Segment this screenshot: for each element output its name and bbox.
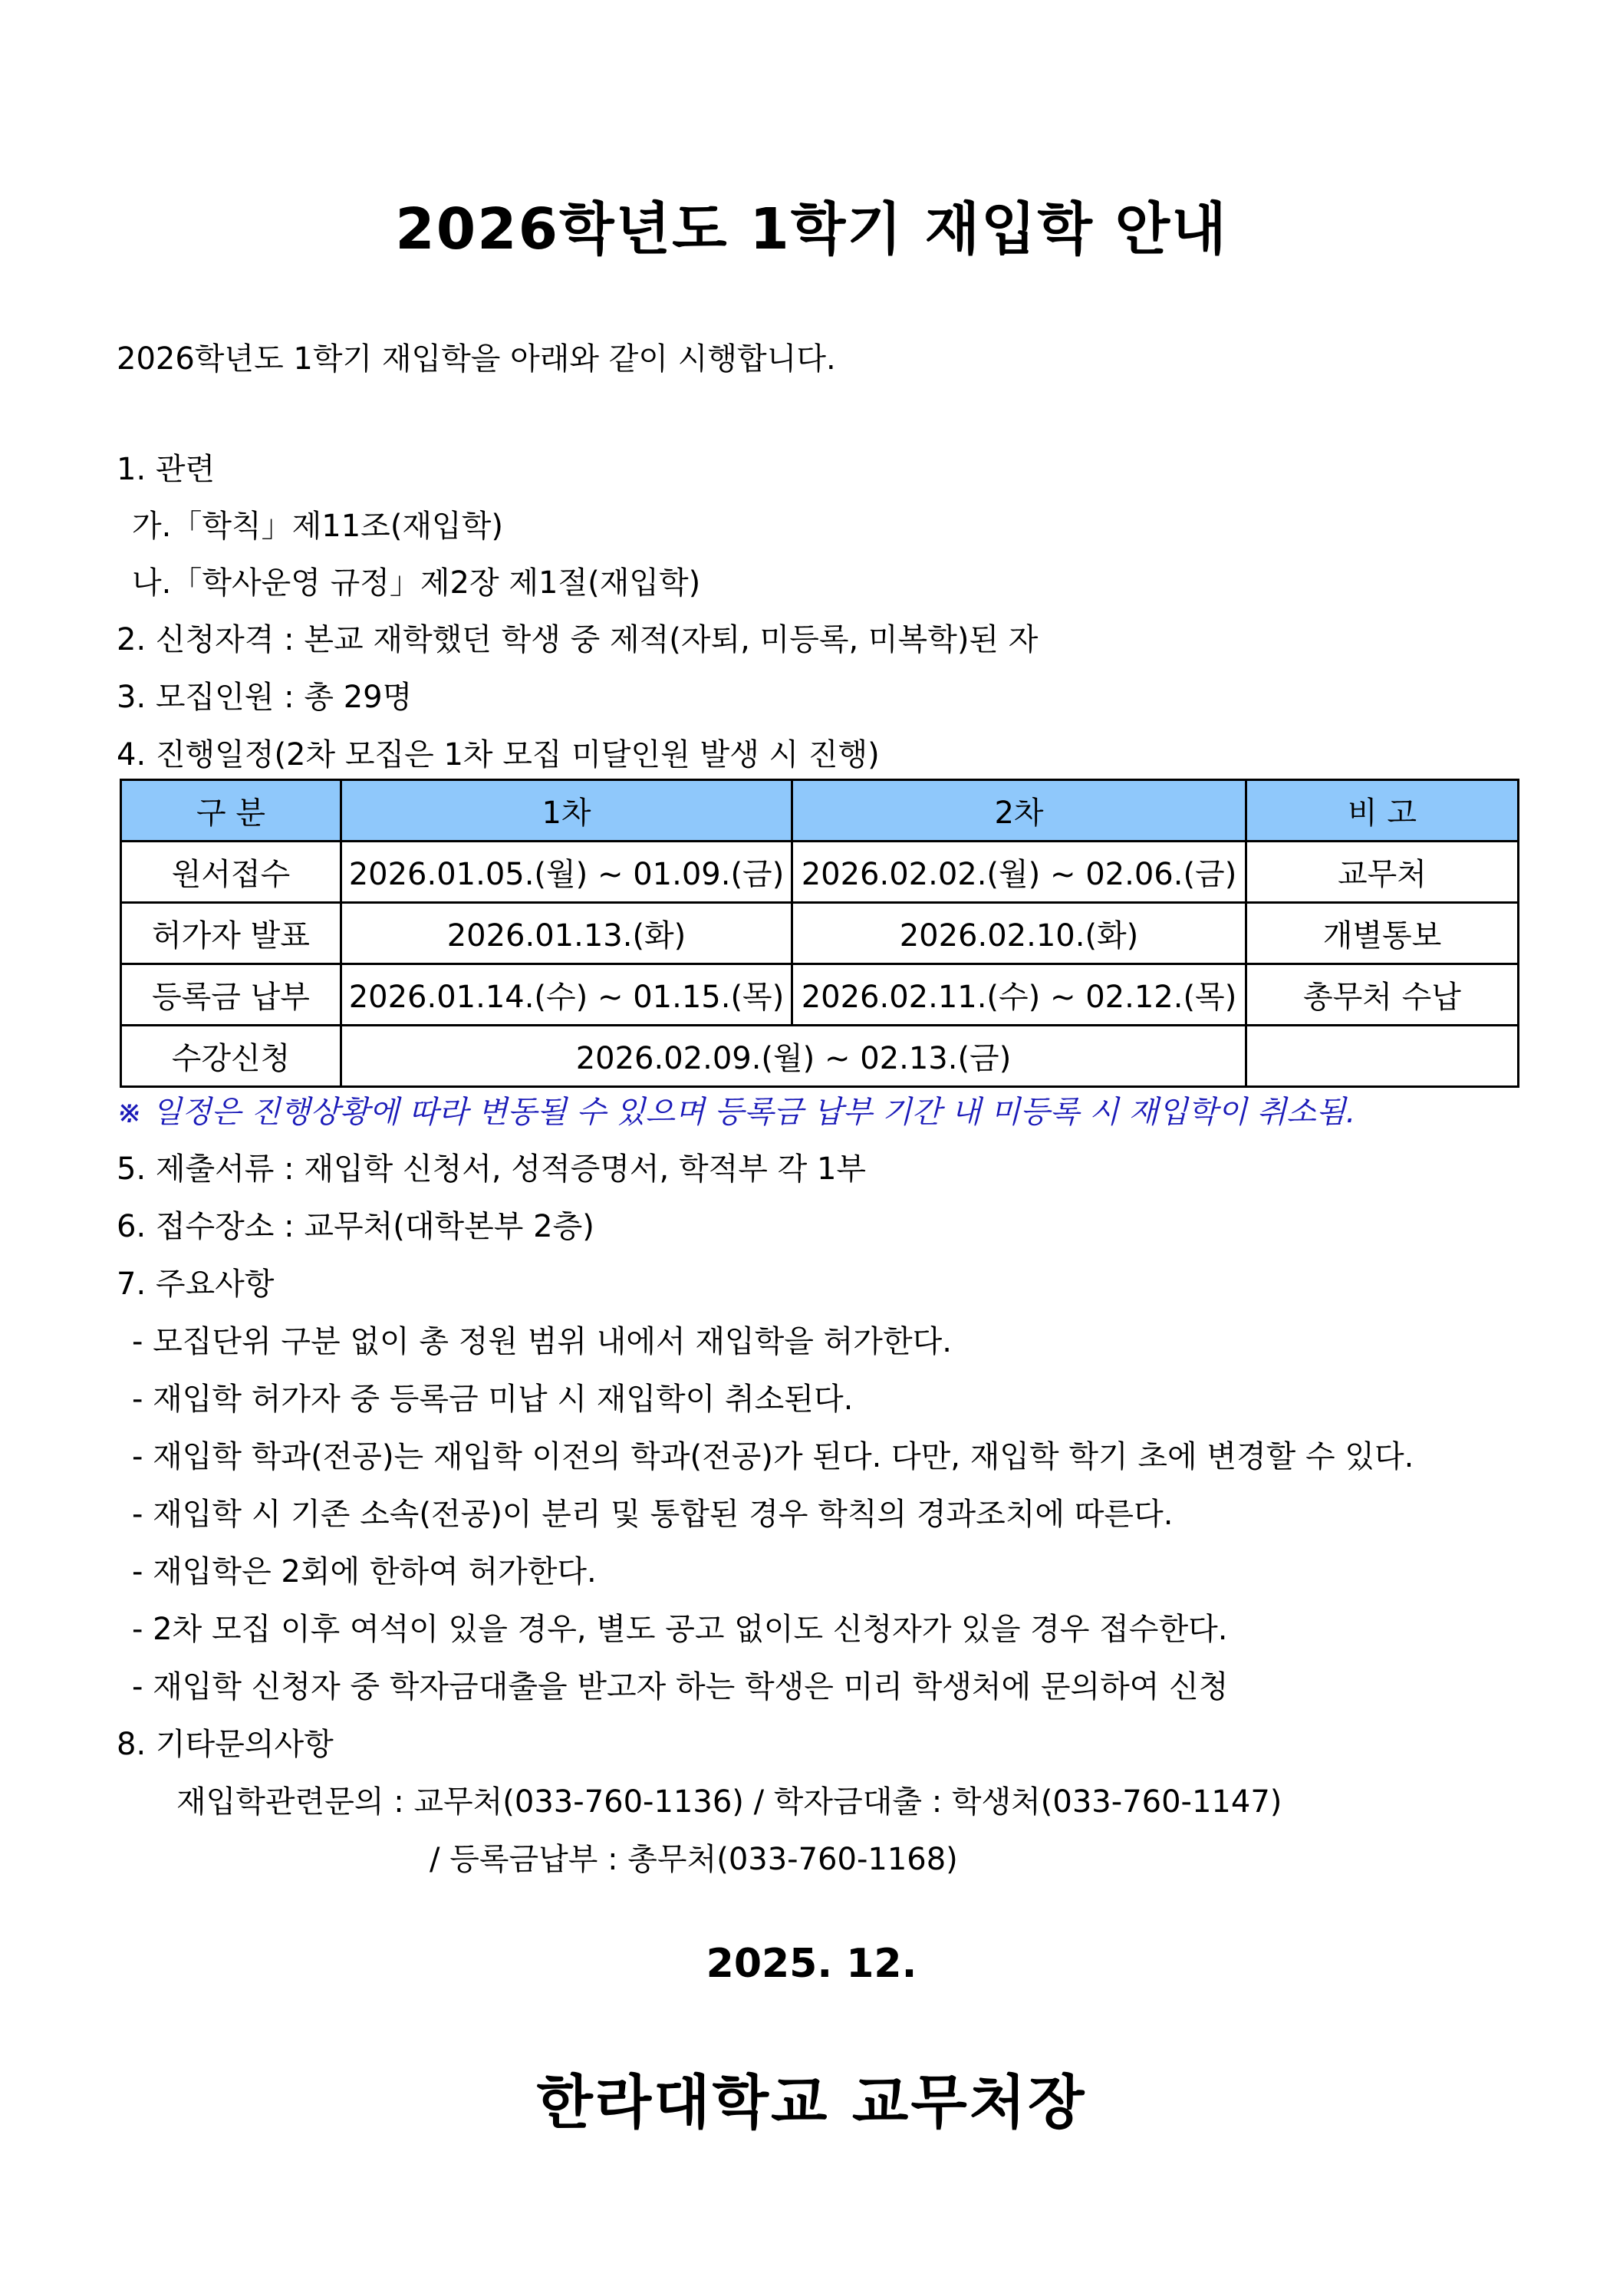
remarks-cell: 총무처 수납 bbox=[1246, 964, 1519, 1026]
section-7-heading: 7. 주요사항 bbox=[117, 1267, 275, 1302]
header-remarks: 비 고 bbox=[1246, 780, 1519, 842]
section-5-documents: 5. 제출서류 : 재입학 신청서, 성적증명서, 학적부 각 1부 bbox=[117, 1151, 867, 1187]
header-category: 구 분 bbox=[121, 780, 341, 842]
section-6-location: 6. 접수장소 : 교무처(대학본부 2층) bbox=[117, 1209, 594, 1244]
list-item: - 재입학은 2회에 한하여 허가한다. bbox=[132, 1554, 597, 1589]
remarks-cell bbox=[1246, 1026, 1519, 1087]
schedule-table bbox=[120, 779, 1519, 1088]
remarks-cell: 교무처 bbox=[1246, 842, 1519, 903]
schedule-note: ※ 일정은 진행상황에 따라 변동될 수 있으며 등록금 납부 기간 내 미등록 시 재입학이 취소됨. bbox=[117, 1095, 1356, 1130]
section-1-item-a: 가.「학칙」제11조(재입학) bbox=[132, 509, 503, 544]
section-3-quota: 3. 모집인원 : 총 29명 bbox=[117, 680, 413, 715]
issue-date: 2025. 12. bbox=[706, 1941, 917, 1987]
row-label: 허가자 발표 bbox=[121, 903, 341, 964]
row-label: 원서접수 bbox=[121, 842, 341, 903]
list-item: - 재입학 신청자 중 학자금대출을 받고자 하는 학생은 미리 학생처에 문의하여 신청 bbox=[132, 1669, 1229, 1705]
table-row bbox=[121, 903, 1519, 964]
section-1-item-b: 나.「학사운영 규정」제2장 제1절(재입학) bbox=[132, 565, 701, 601]
round-2-date: 2026.02.11.(수) ~ 02.12.(목) bbox=[792, 964, 1246, 1026]
list-item: - 재입학 시 기존 소속(전공)이 분리 및 통합된 경우 학칙의 경과조치에 따른다. bbox=[132, 1497, 1174, 1532]
header-round-1: 1차 bbox=[341, 780, 792, 842]
document-title: 2026학년도 1학기 재입학 안내 bbox=[395, 196, 1228, 262]
header-round-2: 2차 bbox=[792, 780, 1246, 842]
list-item: - 모집단위 구분 없이 총 정원 범위 내에서 재입학을 허가한다. bbox=[132, 1324, 952, 1359]
round-1-date: 2026.01.05.(월) ~ 01.09.(금) bbox=[341, 842, 792, 903]
remarks-cell: 개별통보 bbox=[1246, 903, 1519, 964]
section-8-heading: 8. 기타문의사항 bbox=[117, 1727, 334, 1762]
contact-line-2: / 등록금납부 : 총무처(033-760-1168) bbox=[430, 1842, 958, 1877]
row-label: 등록금 납부 bbox=[121, 964, 341, 1026]
issuer-signature: 한라대학교 교무처장 bbox=[536, 2068, 1087, 2136]
round-1-date: 2026.01.13.(화) bbox=[341, 903, 792, 964]
table-row bbox=[121, 1026, 1519, 1087]
list-item: - 재입학 허가자 중 등록금 미납 시 재입학이 취소된다. bbox=[132, 1382, 854, 1417]
section-4-schedule-heading: 4. 진행일정(2차 모집은 1차 모집 미달인원 발생 시 진행) bbox=[117, 737, 880, 772]
list-item: - 2차 모집 이후 여석이 있을 경우, 별도 공고 없이도 신청자가 있을 경우 접수한다. bbox=[132, 1612, 1228, 1647]
round-2-date: 2026.02.10.(화) bbox=[792, 903, 1246, 964]
table-row bbox=[121, 842, 1519, 903]
contact-line-1: 재입학관련문의 : 교무처(033-760-1136) / 학자금대출 : 학생처(033-760-1147) bbox=[176, 1784, 1282, 1820]
round-2-date: 2026.02.02.(월) ~ 02.06.(금) bbox=[792, 842, 1246, 903]
section-2-eligibility: 2. 신청자격 : 본교 재학했던 학생 중 제적(자퇴, 미등록, 미복학)된 자 bbox=[117, 622, 1039, 657]
section-1-heading: 1. 관련 bbox=[117, 452, 216, 487]
table-row bbox=[121, 964, 1519, 1026]
intro-text: 2026학년도 1학기 재입학을 아래와 같이 시행합니다. bbox=[117, 341, 836, 377]
round-1-date: 2026.01.14.(수) ~ 01.15.(목) bbox=[341, 964, 792, 1026]
course-registration-date: 2026.02.09.(월) ~ 02.13.(금) bbox=[341, 1026, 1246, 1087]
row-label: 수강신청 bbox=[121, 1026, 341, 1087]
list-item: - 재입학 학과(전공)는 재입학 이전의 학과(전공)가 된다. 다만, 재입학 학기 초에 변경할 수 있다. bbox=[132, 1439, 1414, 1474]
schedule-header-row bbox=[121, 780, 1519, 842]
